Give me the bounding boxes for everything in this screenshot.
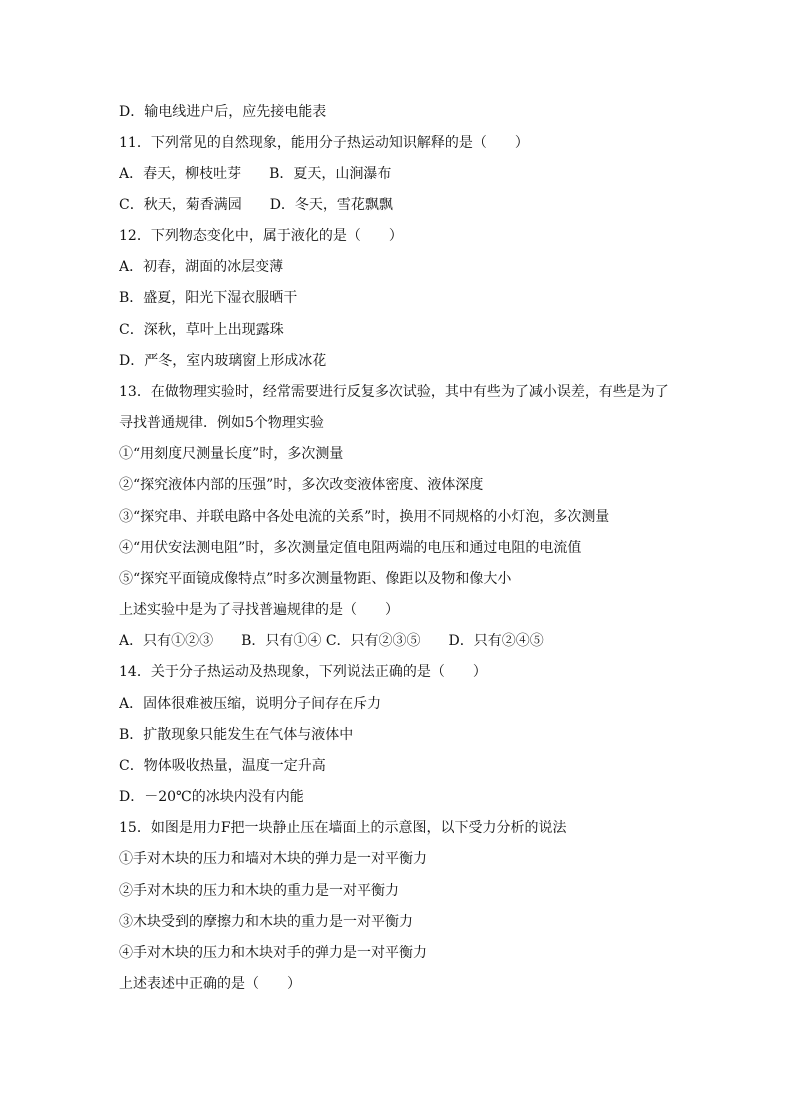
question-11-stem: 11．下列常见的自然现象，能用分子热运动知识解释的是（ ）	[119, 135, 529, 151]
question-15-stem: 15．如图是用力F把一块静止压在墙面上的示意图，以下受力分析的说法	[119, 820, 567, 836]
question-12-stem: 12．下列物态变化中，属于液化的是（ ）	[119, 228, 403, 244]
question-13-item-3: ③“探究串、并联电路中各处电流的关系”时，换用不同规格的小灯泡，多次测量	[119, 509, 610, 525]
question-12-option-a: A．初春，湖面的冰层变薄	[119, 259, 284, 275]
question-11-options-ab: A．春天，柳枝吐芽 B．夏天，山涧瀑布	[119, 166, 392, 182]
question-12-option-d: D．严冬，室内玻璃窗上形成冰花	[119, 353, 327, 369]
question-15-item-1: ①手对木块的压力和墙对木块的弹力是一对平衡力	[119, 851, 427, 867]
question-13-item-1: ①“用刻度尺测量长度”时，多次测量	[119, 446, 344, 462]
question-13-item-2: ②“探究液体内部的压强”时，多次改变液体密度、液体深度	[119, 477, 484, 493]
question-15-item-2: ②手对木块的压力和木块的重力是一对平衡力	[119, 883, 399, 899]
question-13-item-4: ④“用伏安法测电阻”时，多次测量定值电阻两端的电压和通过电阻的电流值	[119, 540, 582, 556]
question-15-item-3: ③木块受到的摩擦力和木块的重力是一对平衡力	[119, 914, 413, 930]
question-14-option-b: B．扩散现象只能发生在气体与液体中	[119, 727, 354, 743]
question-12-option-b: B．盛夏，阳光下湿衣服晒干	[119, 290, 298, 306]
question-11-options-cd: C．秋天，菊香满园 D．冬天，雪花飘飘	[119, 197, 393, 213]
question-15-item-4: ④手对木块的压力和木块对手的弹力是一对平衡力	[119, 945, 427, 961]
question-15-prompt: 上述表述中正确的是（ ）	[119, 976, 301, 992]
question-13-item-5: ⑤“探究平面镜成像特点”时多次测量物距、像距以及物和像大小	[119, 571, 512, 587]
text-line: D．输电线进户后，应先接电能表	[119, 104, 327, 120]
question-13-stem: 13．在做物理实验时，经常需要进行反复多次试验，其中有些为了减小误差，有些是为了	[119, 384, 669, 400]
question-14-option-a: A．固体很难被压缩，说明分子间存在斥力	[119, 696, 382, 712]
question-12-option-c: C．深秋，草叶上出现露珠	[119, 322, 284, 338]
question-14-option-c: C．物体吸收热量，温度一定升高	[119, 758, 326, 774]
question-13-options: A．只有①②③ B．只有①④ C．只有②③⑤ D．只有②④⑤	[119, 633, 544, 649]
question-14-option-d: D．－20℃的冰块内没有内能	[119, 789, 304, 805]
question-13-prompt: 上述实验中是为了寻找普遍规律的是（ ）	[119, 602, 399, 618]
question-13-stem-cont: 寻找普通规律．例如5个物理实验	[119, 415, 324, 431]
question-14-stem: 14．关于分子热运动及热现象，下列说法正确的是（ ）	[119, 664, 487, 680]
